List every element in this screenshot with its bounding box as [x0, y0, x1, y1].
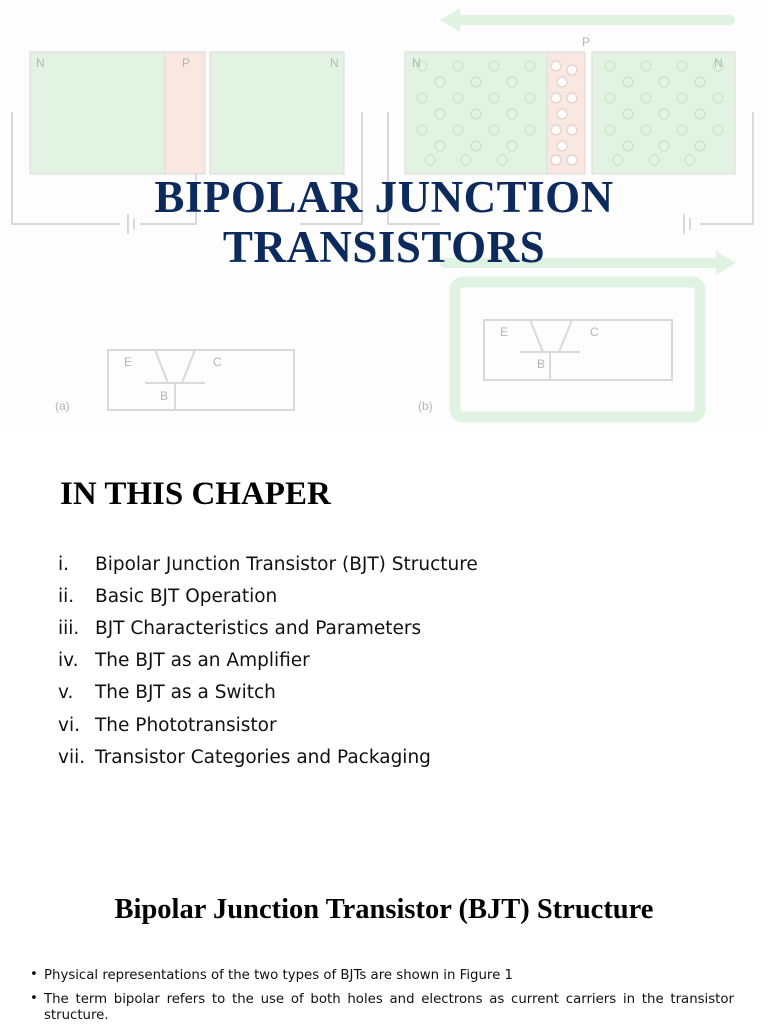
- label-n: N: [714, 56, 723, 70]
- chapter-contents-list: [58, 548, 478, 773]
- title-slide: [0, 0, 768, 432]
- label-c: C: [213, 355, 222, 369]
- label-c: C: [590, 325, 599, 339]
- label-e: E: [124, 355, 133, 369]
- label-b: (b): [418, 399, 433, 413]
- title-line-1: BIPOLAR JUNCTION: [154, 172, 614, 222]
- list-item: vii. Transistor Categories and Packaging: [58, 746, 431, 768]
- label-p: P: [582, 35, 591, 49]
- bullet-item: • Physical representations of the two types of BJTs are shown in Figure 1: [30, 968, 734, 984]
- label-p: P: [182, 56, 191, 70]
- list-item: iv. The BJT as an Amplifier: [58, 650, 310, 672]
- structure-bullets: [30, 968, 734, 1024]
- list-item: iii. BJT Characteristics and Parameters: [58, 617, 422, 639]
- list-item: v. The BJT as a Switch: [58, 682, 276, 704]
- structure-heading: Bipolar Junction Transistor (BJT) Structure: [114, 894, 654, 925]
- list-item: i. Bipolar Junction Transistor (BJT) Structure: [58, 553, 478, 575]
- label-n: N: [330, 56, 339, 70]
- slide-title: [0, 172, 768, 272]
- label-n: N: [36, 56, 45, 70]
- title-line-2: TRANSISTORS: [222, 222, 546, 272]
- label-b: B: [537, 357, 546, 371]
- list-item: ii. Basic BJT Operation: [58, 585, 278, 607]
- bullet-item: • The term bipolar refers to the use of both holes and electrons as current carriers in the transistor structure.: [30, 992, 734, 1024]
- label-e: E: [500, 325, 509, 339]
- structure-slide: [0, 864, 768, 1024]
- chapter-slide: [0, 432, 768, 864]
- label-n: N: [412, 56, 421, 70]
- label-b: B: [160, 389, 169, 403]
- label-a: (a): [55, 399, 70, 413]
- list-item: vi. The Phototransistor: [58, 714, 277, 736]
- chapter-heading: IN THIS CHAPER: [60, 476, 331, 512]
